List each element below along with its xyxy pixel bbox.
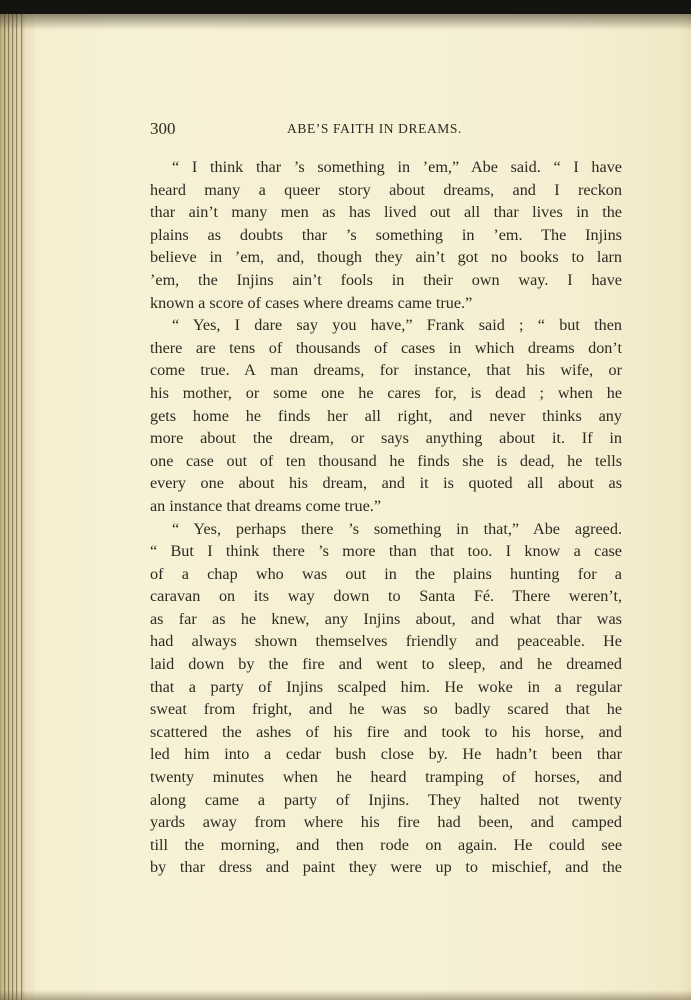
text-line: an instance that dreams come true.” bbox=[150, 496, 382, 515]
text-line: thar ain’t many men as has lived out all thar lives in the bbox=[150, 203, 622, 222]
spine-line bbox=[12, 0, 13, 1000]
text-line: by thar dress and paint they were up to mischief, and the bbox=[150, 858, 622, 877]
spine-line bbox=[16, 0, 17, 1000]
text-line: laid down by the fire and went to sleep, and he dreamed bbox=[150, 655, 622, 674]
text-line: sweat from fright, and he was so badly scared that he bbox=[150, 700, 622, 719]
text-line: yards away from where his fire had been, and camped bbox=[150, 813, 622, 832]
text-line: as far as he knew, any Injins about, and what thar was bbox=[150, 609, 622, 628]
spine-line bbox=[8, 0, 9, 1000]
text-line: scattered the ashes of his fire and took to his horse, and bbox=[150, 722, 622, 741]
spine-line bbox=[4, 0, 5, 1000]
text-line: come true. A man dreams, for instance, that his wife, or bbox=[150, 361, 622, 380]
text-line: had always shown themselves friendly and peaceable. He bbox=[150, 632, 622, 651]
text-line: more about the dream, or says anything about it. If in bbox=[150, 429, 622, 448]
text-line: heard many a queer story about dreams, and I reckon bbox=[150, 180, 622, 199]
running-head: ABE’S FAITH IN DREAMS. bbox=[287, 121, 462, 136]
text-line: “ Yes, I dare say you have,” Frank said ; “ but then bbox=[172, 316, 622, 335]
text-line: “ But I think there ’s more than that too. I know a case bbox=[150, 542, 622, 561]
page-spine-edge bbox=[0, 0, 34, 1000]
text-line: caravan on its way down to Santa Fé. There weren’t, bbox=[150, 587, 622, 606]
text-line: every one about his dream, and it is quoted all about as bbox=[150, 474, 622, 493]
page-header bbox=[150, 119, 625, 141]
text-line: led him into a cedar bush close by. He hadn’t been thar bbox=[150, 745, 622, 764]
text-line: one case out of ten thousand he finds she is dead, he tells bbox=[150, 451, 622, 470]
text-line: “ I think thar ’s something in ’em,” Abe said. “ I have bbox=[172, 158, 622, 176]
text-line: ’em, the Injins ain’t fools in their own way. I have bbox=[150, 270, 622, 289]
text-line: that a party of Injins scalped him. He woke in a regular bbox=[150, 677, 622, 696]
text-line: gets home he finds her all right, and never thinks any bbox=[150, 406, 622, 425]
page-number: 300 bbox=[150, 119, 176, 138]
top-shadow-fade bbox=[0, 14, 691, 30]
bottom-edge bbox=[0, 990, 691, 1000]
text-line: along came a party of Injins. They halted not twenty bbox=[150, 790, 622, 809]
text-line: his mother, or some one he cares for, is dead ; when he bbox=[150, 383, 622, 402]
text-line: twenty minutes when he heard tramping of horses, and bbox=[150, 768, 622, 787]
text-line: plains as doubts thar ’s something in ’em. The Injins bbox=[150, 225, 622, 244]
text-line: believe in ’em, and, though they ain’t got no books to larn bbox=[150, 248, 622, 267]
body-text bbox=[150, 156, 622, 879]
text-line: there are tens of thousands of cases in which dreams don’t bbox=[150, 338, 622, 357]
spine-line bbox=[21, 0, 22, 1000]
top-shadow bbox=[0, 0, 691, 14]
text-line: known a score of cases where dreams came true.” bbox=[150, 293, 473, 312]
text-line: “ Yes, perhaps there ’s something in that,” Abe agreed. bbox=[172, 519, 622, 538]
text-line: till the morning, and then rode on again. He could see bbox=[150, 835, 622, 854]
text-line: of a chap who was out in the plains hunting for a bbox=[150, 564, 622, 583]
